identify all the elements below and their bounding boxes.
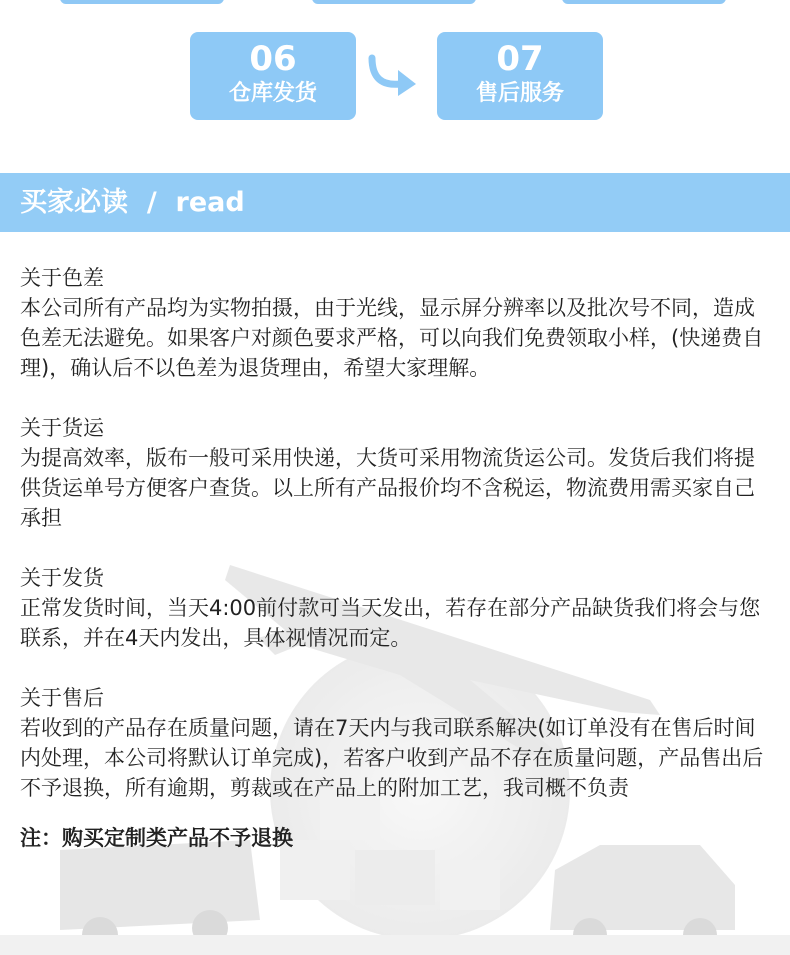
banner-separator: /	[146, 187, 157, 218]
curved-arrow-right-icon	[368, 52, 420, 102]
step-after-sales	[437, 32, 603, 120]
notice-section-color	[20, 263, 770, 383]
previous-step-tab	[562, 0, 726, 4]
truck-left-shape	[60, 840, 260, 930]
section-body: 为提高效率，版布一般可采用快递，大货可采用物流货运公司。发货后我们将提供货运单号方便客户查货。以上所有产品报价均不含税运，物流费用需买家自己承担	[20, 446, 755, 530]
box-shape	[440, 860, 500, 910]
notice-section-freight	[20, 413, 770, 533]
section-body: 本公司所有产品均为实物拍摄，由于光线，显示屏分辨率以及批次号不同，造成色差无法避免。如果客户对颜色要求严格，可以向我们免费领取小样，(快递费自理)，确认后不以色差为退货理由，希望大家理解。	[20, 296, 764, 380]
section-title: 关于货运	[20, 416, 104, 440]
previous-step-tab	[312, 0, 476, 4]
notice-section-shipping	[20, 563, 770, 653]
step-label: 售后服务	[475, 81, 564, 106]
box-shape	[355, 850, 435, 905]
section-body: 正常发货时间，当天4:00前付款可当天发出，若存在部分产品缺货我们将会与您联系，并在4天内发出，具体视情况而定。	[20, 596, 761, 650]
banner-subtitle: read	[175, 187, 245, 218]
banner-heading	[20, 173, 245, 232]
section-title: 关于发货	[20, 566, 104, 590]
notice-section-after-sales	[20, 683, 770, 803]
banner-title: 买家必读	[20, 187, 128, 218]
ground-shadow	[0, 935, 790, 955]
custom-products-footnote: 注：购买定制类产品不予退换	[20, 826, 293, 850]
step-label: 仓库发货	[228, 81, 317, 106]
section-title: 关于售后	[20, 686, 104, 710]
step-warehouse-shipping	[190, 32, 356, 120]
section-title: 关于色差	[20, 266, 104, 290]
section-body: 若收到的产品存在质量问题，请在7天内与我司联系解决(如订单没有在售后时间内处理，本公司将默认订单完成)，若客户收到产品不存在质量问题，产品售出后不予退换，所有逾期，剪裁或在产品上的附加工艺，我司概不负责	[20, 716, 764, 800]
van-right-shape	[550, 845, 735, 930]
step-number: 07	[496, 39, 544, 79]
step-number: 06	[249, 39, 297, 79]
buyer-notice-banner	[0, 173, 790, 232]
previous-step-tab	[60, 0, 224, 4]
buyer-notice-content	[20, 263, 770, 853]
